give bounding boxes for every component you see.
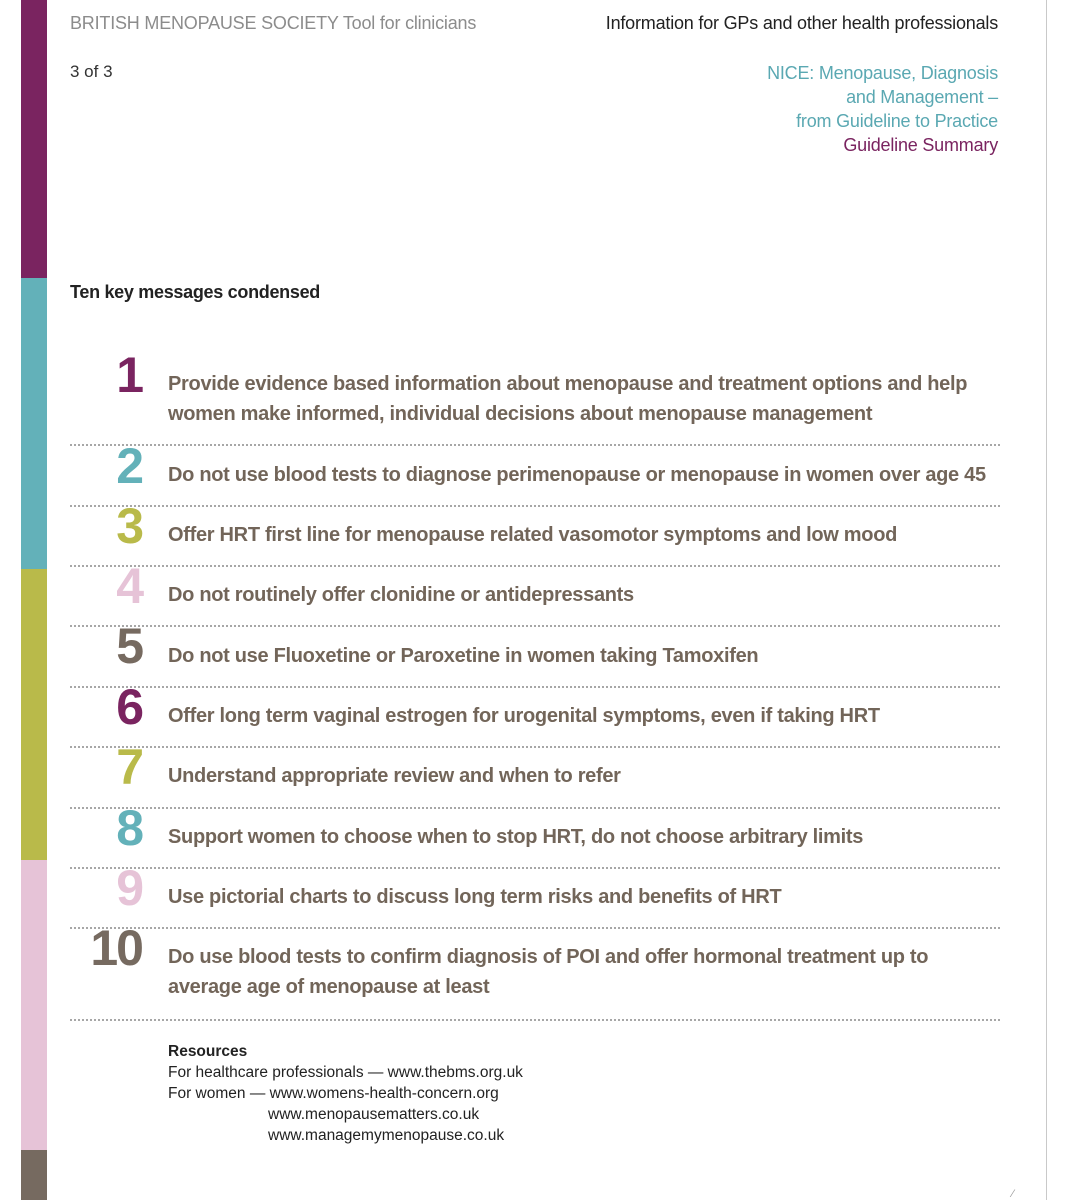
message-number: 1 xyxy=(116,347,142,403)
key-message-item xyxy=(70,920,1000,1021)
message-text xyxy=(168,460,1000,490)
page-edge xyxy=(1046,0,1047,1200)
color-bar-pink xyxy=(21,860,47,1150)
message-number: 2 xyxy=(116,438,142,494)
message-text xyxy=(168,641,1000,671)
message-number: 3 xyxy=(116,498,142,554)
resource-link: www.menopausematters.co.uk xyxy=(268,1106,480,1123)
message-number: 4 xyxy=(116,558,142,614)
message-text xyxy=(168,882,1000,912)
header-society: BRITISH MENOPAUSE SOCIETY Tool for clinicians xyxy=(70,13,477,33)
nice-title-line: NICE: Menopause, Diagnosis xyxy=(767,63,998,83)
page-number: 3 of 3 xyxy=(70,62,113,81)
key-message-item xyxy=(70,739,1000,809)
message-number: 10 xyxy=(90,920,142,976)
key-message-item xyxy=(70,558,1000,627)
message-number: 8 xyxy=(116,800,142,856)
message-number: 5 xyxy=(116,618,142,674)
message-text xyxy=(168,942,1000,1002)
key-message-item xyxy=(70,347,1000,446)
resource-women: For women — www.womens-health-concern.org xyxy=(168,1085,499,1102)
message-text xyxy=(168,822,1000,852)
message-text-line: Offer HRT first line for menopause related vasomotor symptoms and low mood xyxy=(168,524,898,546)
resource-link: www.managemymenopause.co.uk xyxy=(268,1127,505,1144)
message-number: 9 xyxy=(116,860,142,916)
resources-block xyxy=(168,1041,523,1146)
key-message-item xyxy=(70,679,1000,748)
page-corner-icon: ⁄ xyxy=(1012,1188,1014,1200)
color-bar-teal xyxy=(21,278,47,569)
message-text xyxy=(168,520,1000,550)
color-bar-brown xyxy=(21,1150,47,1200)
guideline-summary-label: Guideline Summary xyxy=(843,135,998,155)
key-message-item xyxy=(70,498,1000,567)
color-bar-plum xyxy=(21,0,47,278)
section-title: Ten key messages condensed xyxy=(70,282,320,302)
key-message-item xyxy=(70,860,1000,929)
message-text-line: Support women to choose when to stop HRT, do not choose arbitrary limits xyxy=(168,826,864,848)
message-text-line: Do not use Fluoxetine or Paroxetine in women taking Tamoxifen xyxy=(168,645,759,667)
message-text-line: Use pictorial charts to discuss long term risks and benefits of HRT xyxy=(168,886,782,908)
message-text xyxy=(168,369,1000,429)
message-number: 7 xyxy=(116,739,142,795)
message-text-line: Provide evidence based information about menopause and treatment options and help xyxy=(168,373,968,395)
message-text-line: women make informed, individual decisions about menopause management xyxy=(168,403,873,425)
key-message-item xyxy=(70,438,1000,507)
nice-title-line: from Guideline to Practice xyxy=(796,111,998,131)
message-text-line: Offer long term vaginal estrogen for urogenital symptoms, even if taking HRT xyxy=(168,705,880,727)
nice-title-line: and Management – xyxy=(846,87,998,107)
message-text-line: Do not use blood tests to diagnose perimenopause or menopause in women over age 45 xyxy=(168,464,986,486)
message-text-line: Do use blood tests to confirm diagnosis of POI and offer hormonal treatment up to xyxy=(168,946,929,968)
resource-professionals: For healthcare professionals — www.thebms.org.uk xyxy=(168,1064,523,1081)
message-text xyxy=(168,701,1000,731)
resources-title: Resources xyxy=(168,1043,248,1060)
key-message-item xyxy=(70,618,1000,688)
message-text-line: Do not routinely offer clonidine or antidepressants xyxy=(168,584,634,606)
message-text-line: Understand appropriate review and when to refer xyxy=(168,765,621,787)
nice-guideline-title xyxy=(767,61,998,157)
message-text xyxy=(168,761,1000,791)
message-number: 6 xyxy=(116,679,142,735)
message-text xyxy=(168,580,1000,610)
color-bar-olive xyxy=(21,569,47,860)
key-message-item xyxy=(70,800,1000,869)
message-text-line: average age of menopause at least xyxy=(168,976,490,998)
header-audience: Information for GPs and other health professionals xyxy=(605,13,998,33)
